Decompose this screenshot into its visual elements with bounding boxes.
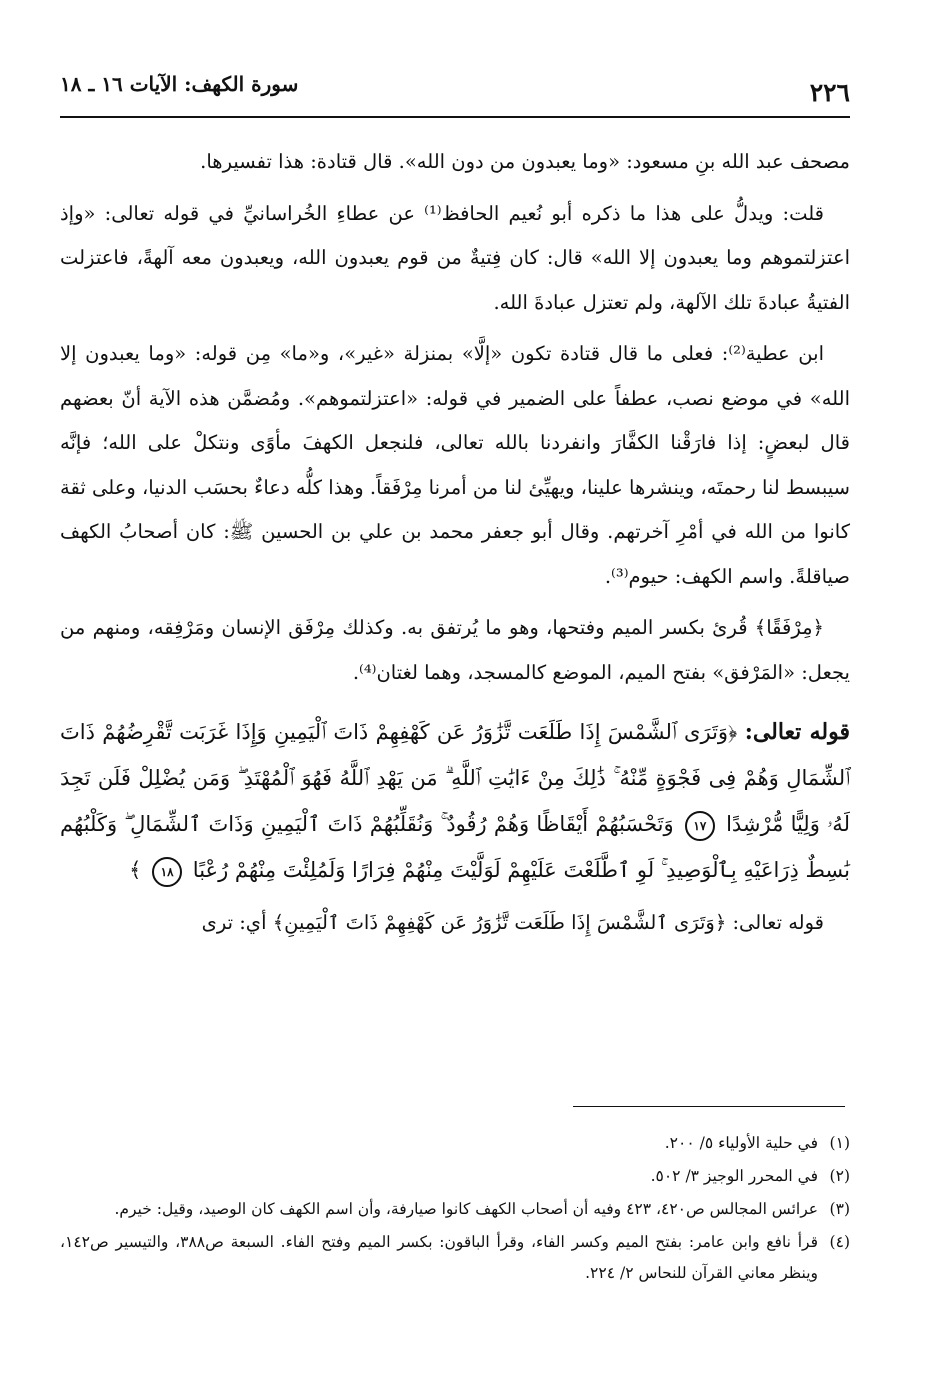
paragraph-2: قلت: ويدلُّ على هذا ما ذكره أبو نُعيم الحافظ⁽¹⁾ عن عطاءِ الخُراسانيِّ في قوله تعالى: «وإذ اعتزلتموهم وما يعبدون إلا الله» قال: كان فِتيةٌ من قوم يعبدون الله، ويعبدون معه آلهةً، فاعتزلت الفتيةُ عبادةَ تلك الآلهة، ولم تعتزل عبادةَ الله. — [60, 201, 850, 314]
page-number: ٢٢٦ — [809, 78, 850, 107]
footnote-number: (٤) — [829, 1233, 850, 1251]
footnote-divider — [573, 1106, 845, 1107]
verse-text-17: ﴿وَتَرَى ٱلشَّمْسَ إِذَا طَلَعَت تَّزَٰوَرُ عَن كَهْفِهِمْ ذَاتَ ٱلْيَمِينِ وَإِذَا غَرَبَت تَّقْرِضُهُمْ ذَاتَ ٱلشِّمَالِ وَهُمْ فِى فَجْوَةٍ مِّنْهُ ۚ ذَٰلِكَ مِنْ ءَايَٰتِ ٱللَّهِ ۗ مَن يَهْدِ ٱللَّهُ فَهُوَ ٱلْمُهْتَدِ ۖ وَمَن يُضْلِلْ فَلَن تَجِدَ لَهُۥ وَلِيًّا مُّرْشِدًا — [60, 720, 850, 836]
footnote-item — [60, 1194, 850, 1225]
footnote-number: (١) — [829, 1134, 850, 1152]
footnote-item — [60, 1227, 850, 1289]
paragraph-1: مصحف عبد الله بنِ مسعود: «وما يعبدون من دون الله». قال قتادة: هذا تفسيرها. — [200, 150, 850, 173]
quran-verse-block — [60, 709, 850, 893]
footnote-text: قرأ نافع وابن عامر: بفتح الميم وكسر الفاء، وقرأ الباقون: بكسر الميم وفتح الفاء. السبعة ص٣٨٨، والتيسير ص١٤٢، وينظر معاني القرآن للنحاس ٢/ ٢٢٤. — [60, 1233, 818, 1282]
main-text — [60, 140, 850, 953]
running-title: سورة الكهف: الآيات ١٦ ـ ١٨ — [60, 72, 299, 96]
page-header — [60, 66, 850, 118]
footnote-item — [60, 1161, 850, 1192]
paragraph-5: قوله تعالى: ﴿وَتَرَى ٱلشَّمْسَ إِذَا طَلَعَت تَّزَٰوَرُ عَن كَهْفِهِمْ ذَاتَ ٱلْيَمِينِ﴾ أي: ترى — [201, 911, 824, 934]
footnote-number: (٣) — [829, 1200, 850, 1218]
footnotes — [60, 1128, 850, 1291]
footnote-text: في حلية الأولياء ٥/ ٢٠٠. — [664, 1134, 818, 1152]
footnote-text: عرائس المجالس ص٤٢٠، ٤٢٣ وفيه أن أصحاب الكهف كانوا صيارفة، وأن اسم الكهف كان الوصيد، وقيل: خيرم. — [114, 1200, 818, 1218]
ayah-number-17-icon: ١٧ — [685, 811, 715, 841]
ayah-number-18-icon: ١٨ — [152, 857, 182, 887]
verse-text-18: وَتَحْسَبُهُمْ أَيْقَاظًا وَهُمْ رُقُودٌ ۚ وَنُقَلِّبُهُمْ ذَاتَ ٱلْيَمِينِ وَذَاتَ ٱلشِّمَالِ ۖ وَكَلْبُهُم بَٰسِطٌ ذِرَاعَيْهِ بِٱلْوَصِيدِ ۚ لَوِ ٱطَّلَعْتَ عَلَيْهِمْ لَوَلَّيْتَ مِنْهُمْ فِرَارًا وَلَمُلِئْتَ مِنْهُمْ رُعْبًا — [60, 812, 850, 882]
verse-close-bracket: ﴾ — [129, 858, 142, 882]
footnote-item — [60, 1128, 850, 1159]
paragraph-3: ابن عطية⁽²⁾: فعلى ما قال قتادة تكون «إلَّا» بمنزلة «غير»، و«ما» مِن قوله: «وما يعبدون إلا الله» في موضع نصب، عطفاً على الضمير في قوله: «اعتزلتموهم». ومُضمَّن هذه الآية أنّ بعضهم قال لبعضٍ: إذا فارَقْنا الكفَّارَ وانفردنا بالله تعالى، فلنجعل الكهفَ مأوًى ونتكلْ على الله؛ فإنَّه سيبسط لنا رحمتَه، وينشرها علينا، ويهيِّئ لنا من أمرنا مِرْفَقاً. وهذا كلُّه دعاءٌ بحسَب الدنيا، وعلى ثقة كانوا من الله في أمْرِ آخرتهم. وقال أبو جعفر محمد بن علي بن الحسين ﷺ: كان أصحابُ الكهف صياقلةً. واسم الكهف: حيوم⁽³⁾. — [60, 342, 850, 588]
paragraph-4: ﴿مِرْفَقًا﴾ قُرئ بكسر الميم وفتحها، وهو ما يُرتفق به. وكذلك مِرْفَق الإنسان ومَرْفِقه، ومنهم من يجعل: «المَرْفق» بفتح الميم، الموضع كالمسجد، وهما لغتان⁽⁴⁾. — [60, 616, 850, 684]
footnote-text: في المحرر الوجيز ٣/ ٥٠٢. — [650, 1167, 818, 1185]
verse-lead: قوله تعالى: — [744, 719, 850, 745]
footnote-number: (٢) — [829, 1167, 850, 1185]
